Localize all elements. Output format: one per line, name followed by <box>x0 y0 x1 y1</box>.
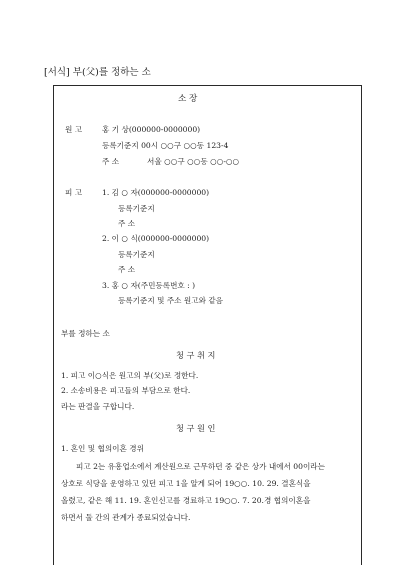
defendant-2-address: 주 소 <box>118 265 136 274</box>
cause-line-1: 피고 2는 유흥업소에서 계산원으로 근무하던 중 같은 상가 내에서 00이라는 <box>76 462 325 471</box>
claim-heading: 청 구 취 지 <box>176 350 216 360</box>
defendants-role: 피 고 <box>65 188 83 197</box>
plaintiff-address-label: 주 소 <box>102 157 120 166</box>
plaintiff-role: 원 고 <box>65 125 83 134</box>
defendant-2-name: 2. 이 ○ 식(000000-0000000) <box>102 234 210 243</box>
plaintiff-address-value: 서울 ○○구 ○○동 ○○-○○ <box>147 157 240 166</box>
cause-line-2: 상호로 식당을 운영하고 있던 피고 1을 알게 되어 19○○. 10. 29. 결혼식을 <box>61 479 311 488</box>
defendant-1-name: 1. 김 ○ 자(000000-0000000) <box>102 188 210 197</box>
defendant-3-registry-address: 등록기준지 및 주소 원고와 같음 <box>118 296 224 305</box>
defendant-2-registry: 등록기준지 <box>118 250 155 259</box>
cause-line-3: 올렸고, 같은 해 11. 19. 혼인신고를 경료하고 19○○. 7. 20.경 협의이혼을 <box>61 496 311 505</box>
plaintiff-registry: 등록기준지 00시 ○○구 ○○동 123-4 <box>102 141 229 150</box>
case-name: 부를 정하는 소 <box>61 329 110 338</box>
defendant-1-address: 주 소 <box>118 219 136 228</box>
document-title: 소 장 <box>178 94 198 104</box>
cause-subheading: 1. 혼인 및 협의이혼 경위 <box>61 444 144 453</box>
cause-heading: 청 구 원 인 <box>176 423 216 433</box>
form-label: [서식] 부(父)를 정하는 소 <box>44 67 151 78</box>
claim-item-1: 1. 피고 이○식은 원고의 부(父)로 정한다. <box>61 371 199 380</box>
claim-item-2: 2. 소송비용은 피고들의 부담으로 한다. <box>61 386 191 395</box>
cause-line-4: 하면서 둘 간의 관계가 종료되었습니다. <box>61 513 191 522</box>
complaint-document <box>53 85 362 565</box>
defendant-3-name: 3. 홍 ○ 자(주민등록번호 : ) <box>102 281 196 290</box>
plaintiff-name: 홍 기 상(000000-0000000) <box>102 125 201 134</box>
defendant-1-registry: 등록기준지 <box>118 204 155 213</box>
claim-closing: 라는 판결을 구합니다. <box>61 402 135 411</box>
